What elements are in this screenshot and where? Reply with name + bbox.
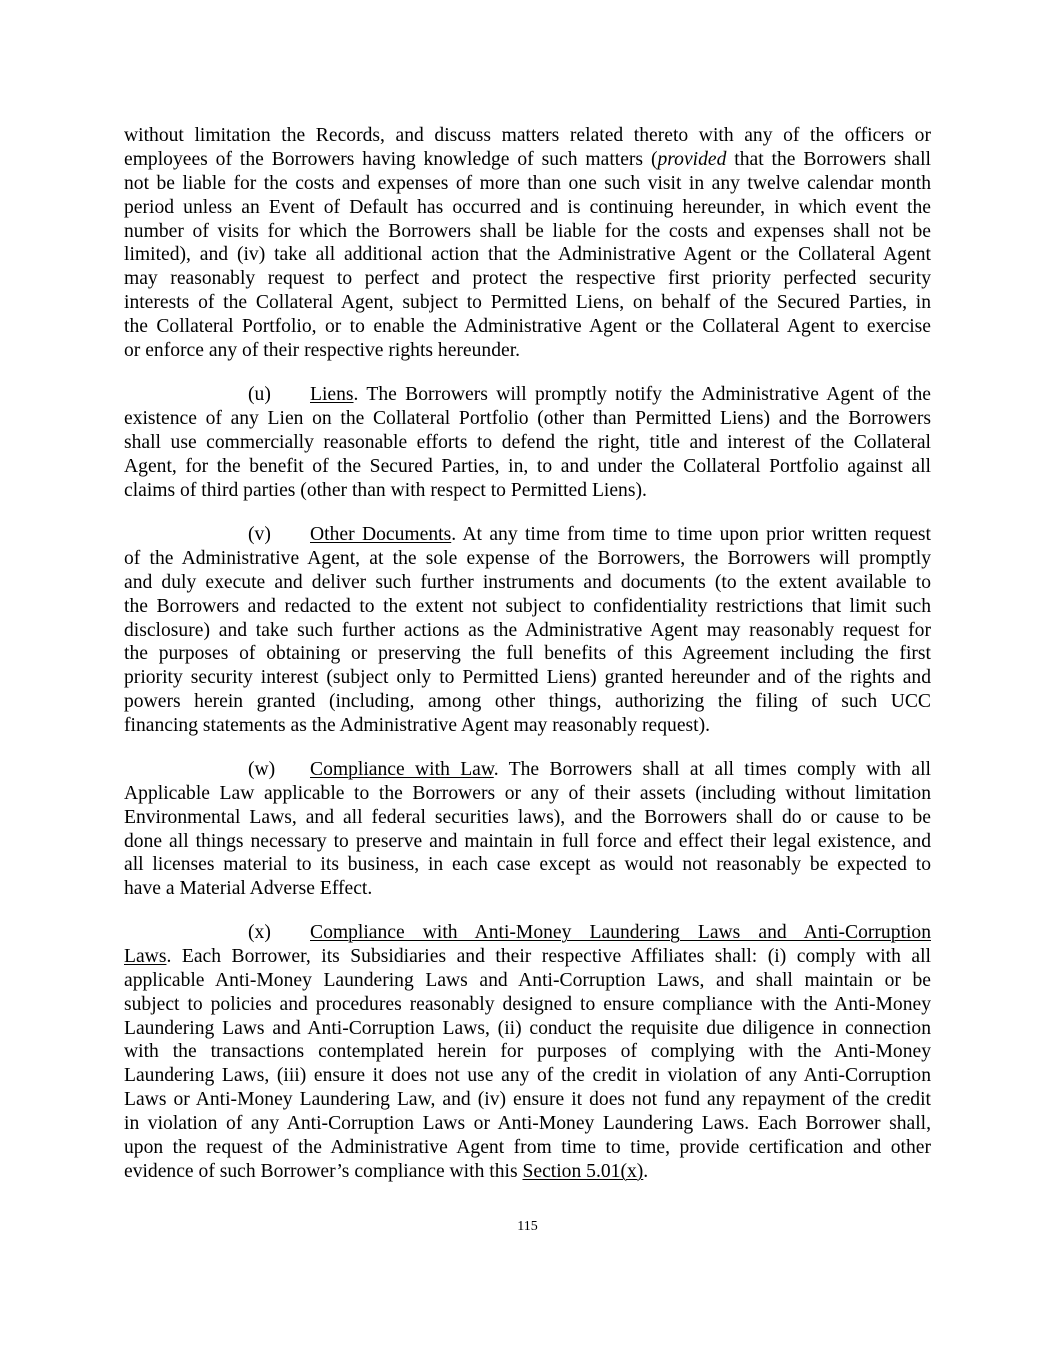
text-line: financing statements as the Administrative Agent may reasonably request). <box>124 715 711 736</box>
italic-term: provided <box>657 149 727 170</box>
text-line: subject to policies and procedures reasonably designed to ensure compliance with the Anti-Money <box>124 994 931 1015</box>
text-line: Agent, for the benefit of the Secured Parties, in, to and under the Collateral Portfolio against all <box>124 456 931 477</box>
text-line: in violation of any Anti-Corruption Laws or Anti-Money Laundering Laws. Each Borrower shall, <box>124 1113 931 1134</box>
text-line: done all things necessary to preserve and maintain in full force and effect their legal existence, and <box>124 831 931 852</box>
text-line: upon the request of the Administrative Agent from time to time, provide certification and other <box>124 1137 931 1158</box>
text-line: priority security interest (subject only to Permitted Liens) granted hereunder and of the rights and <box>124 667 931 688</box>
text-line: disclosure) and take such further actions as the Administrative Agent may reasonably request for <box>124 620 931 641</box>
section-heading: Compliance with Anti-Money Laundering Laws and Anti-Corruption <box>310 922 931 943</box>
section-heading: Other Documents <box>310 524 452 545</box>
text-line: applicable Anti-Money Laundering Laws and Anti-Corruption Laws, and shall maintain or be <box>124 970 931 991</box>
text-line: powers herein granted (including, among other things, authorizing the filing of such UCC <box>124 691 931 712</box>
text-line: or enforce any of their respective rights hereunder. <box>124 340 521 361</box>
text-line: Environmental Laws, and all federal securities laws), and the Borrowers shall do or cause to be <box>124 807 931 828</box>
text-line: the Collateral Portfolio, or to enable the Administrative Agent or the Collateral Agent to exercise <box>124 316 931 337</box>
section-heading: Liens <box>310 384 354 405</box>
text-line: the Borrowers and redacted to the extent not subject to confidentiality restrictions that limit such <box>124 596 931 617</box>
text-line: not be liable for the costs and expenses of more than one such visit in any twelve calendar month <box>124 173 931 194</box>
text-line: Laws. Each Borrower, its Subsidiaries and their respective Affiliates shall: (i) comply with all <box>124 946 931 967</box>
text-line: may reasonably request to perfect and protect the respective first priority perfected security <box>124 268 931 289</box>
section-marker: (u) <box>248 384 271 405</box>
section-heading: Compliance with Law <box>310 759 494 780</box>
section-heading-continued: Laws <box>124 946 167 967</box>
section-lead-line <box>248 921 931 945</box>
text-line: Laundering Laws and Anti-Corruption Laws, (ii) conduct the requisite due diligence in connection <box>124 1018 931 1039</box>
text-line: have a Material Adverse Effect. <box>124 878 373 899</box>
text-line: limited), and (iv) take all additional action that the Administrative Agent or the Collateral Agent <box>124 244 931 265</box>
text-line: without limitation the Records, and discuss matters related thereto with any of the officers or <box>124 125 931 146</box>
text-line: period unless an Event of Default has occurred and is continuing hereunder, in which event the <box>124 197 931 218</box>
text-line: and duly execute and deliver such further instruments and documents (to the extent available to <box>124 572 931 593</box>
text-line: of the Administrative Agent, at the sole expense of the Borrowers, the Borrowers will promptly <box>124 548 931 569</box>
text-line: the purposes of obtaining or preserving the full benefits of this Agreement including the first <box>124 643 931 664</box>
text-line: shall use commercially reasonable efforts to defend the right, title and interest of the Collateral <box>124 432 931 453</box>
text-line: evidence of such Borrower’s compliance with this Section 5.01(x). <box>124 1161 649 1182</box>
text-line: all licenses material to its business, in each case except as would not reasonably be expected to <box>124 854 931 875</box>
text-line: Laundering Laws, (iii) ensure it does not use any of the credit in violation of any Anti-Corruption <box>124 1065 931 1086</box>
section-cross-reference: Section 5.01(x) <box>522 1161 644 1182</box>
text-line: employees of the Borrowers having knowledge of such matters (provided that the Borrowers shall <box>124 149 931 170</box>
page-number: 115 <box>517 1219 538 1234</box>
section-lead-line: (u) Liens. The Borrowers will promptly notify the Administrative Agent of the <box>248 384 931 405</box>
text-line: Applicable Law applicable to the Borrowers or any of their assets (including without limitation <box>124 783 931 804</box>
text-line: existence of any Lien on the Collateral Portfolio (other than Permitted Liens) and the Borrowers <box>124 408 931 429</box>
section-lead-line: (w) Compliance with Law. The Borrowers shall at all times comply with all <box>248 759 931 780</box>
text-line: number of visits for which the Borrowers shall be liable for the costs and expenses shall not be <box>124 221 931 242</box>
text-line: interests of the Collateral Agent, subject to Permitted Liens, on behalf of the Secured Parties, in <box>124 292 931 313</box>
text-line: with the transactions contemplated herein for purposes of complying with the Anti-Money <box>124 1041 931 1062</box>
text-line: claims of third parties (other than with respect to Permitted Liens). <box>124 480 647 501</box>
text-line: Laws or Anti-Money Laundering Law, and (iv) ensure it does not fund any repayment of the credit <box>124 1089 931 1110</box>
section-marker: (v) <box>248 524 271 545</box>
section-marker: (w) <box>248 759 276 780</box>
section-marker: (x) <box>248 922 271 943</box>
section-lead-line: (v) Other Documents. At any time from time to time upon prior written request <box>248 524 931 545</box>
